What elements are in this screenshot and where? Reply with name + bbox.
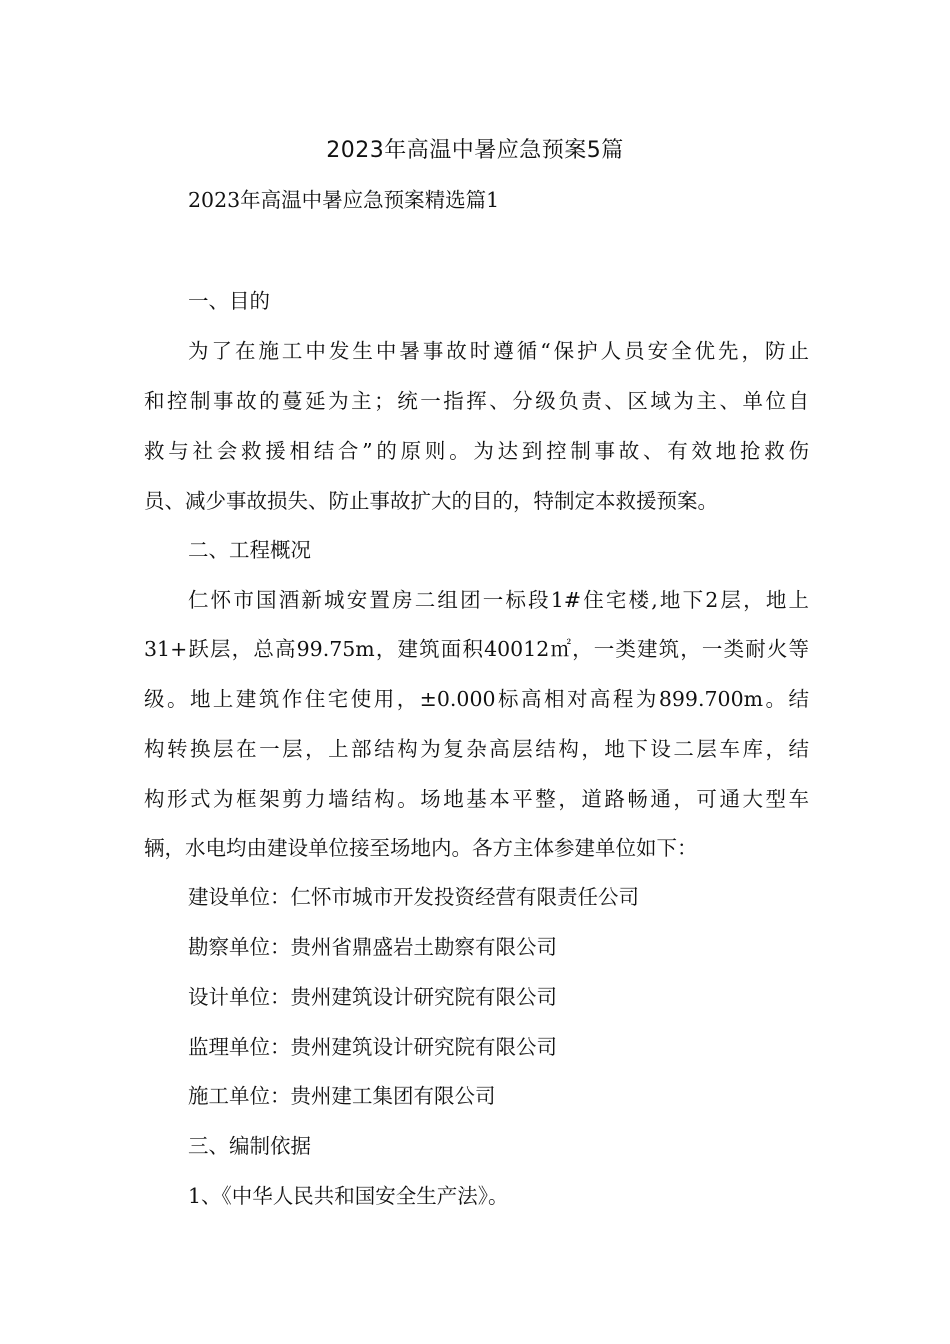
unit-line: 勘察单位：贵州省鼎盛岩土勘察有限公司 <box>188 935 557 959</box>
section-heading-purpose: 一、目的 <box>188 289 270 313</box>
unit-line: 施工单位：贵州建工集团有限公司 <box>188 1084 496 1108</box>
unit-line: 建设单位：仁怀市城市开发投资经营有限责任公司 <box>188 885 639 909</box>
purpose-line: 员、减少事故损失、防止事故扩大的目的，特制定本救援预案。 <box>144 489 718 513</box>
overview-line: 辆，水电均由建设单位接至场地内。各方主体参建单位如下： <box>144 836 698 860</box>
overview-line: 31+跃层，总高99.75m，建筑面积40012㎡，一类建筑，一类耐火等 <box>144 637 809 661</box>
section-heading-basis: 三、编制依据 <box>188 1134 311 1158</box>
document-subtitle: 2023年高温中暑应急预案精选篇1 <box>188 188 500 212</box>
purpose-line: 和控制事故的蔓延为主；统一指挥、分级负责、区域为主、单位自 <box>144 389 809 413</box>
overview-line: 仁怀市国酒新城安置房二组团一标段1#住宅楼,地下2层，地上 <box>188 588 809 612</box>
overview-line: 构转换层在一层，上部结构为复杂高层结构，地下设二层车库，结 <box>144 737 809 761</box>
unit-line: 监理单位：贵州建筑设计研究院有限公司 <box>188 1035 557 1059</box>
unit-line: 设计单位：贵州建筑设计研究院有限公司 <box>188 985 557 1009</box>
overview-line: 构形式为框架剪力墙结构。场地基本平整，道路畅通，可通大型车 <box>144 787 809 811</box>
section-heading-overview: 二、工程概况 <box>188 538 311 562</box>
basis-item: 1、《中华人民共和国安全生产法》。 <box>188 1184 509 1208</box>
purpose-line: 救与社会救援相结合”的原则。为达到控制事故、有效地抢救伤 <box>144 439 809 463</box>
purpose-line: 为了在施工中发生中暑事故时遵循“保护人员安全优先，防止 <box>188 339 809 363</box>
overview-line: 级。地上建筑作住宅使用，±0.000标高相对高程为899.700m。结 <box>144 687 809 711</box>
document-title: 2023年高温中暑应急预案5篇 <box>326 138 624 163</box>
